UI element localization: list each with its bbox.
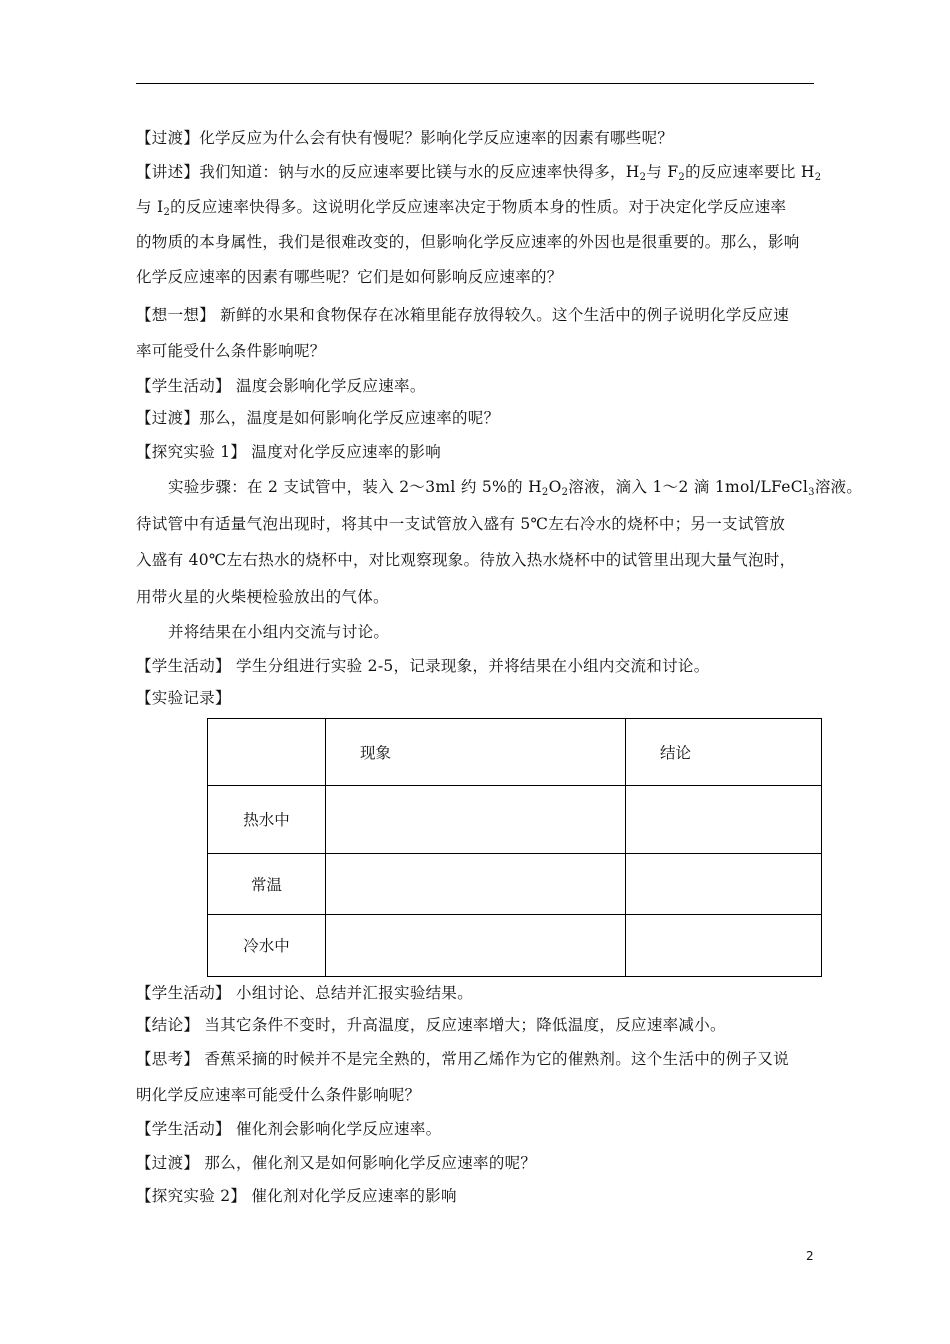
table-corner-cell: [208, 719, 326, 786]
text-line: 【结论】 当其它条件不变时，升高温度，反应速率增大；降低温度，反应速率减小。: [136, 1016, 726, 1034]
table-header-cell: 现象: [326, 719, 626, 786]
table-header-cell: 结论: [626, 719, 822, 786]
text-line-steps: 实验步骤：在 2 支试管中，装入 2～3ml 约 5%的 $H_2O_2$溶液，滴入 1～2 滴 1mol/LFeCl$_3$溶液。: [168, 478, 863, 498]
table-row: [208, 853, 822, 914]
text-line-lecture-cont: 与 $I_2$的反应速率快得多。这说明化学反应速率决定于物质本身的性质。对于决定化学反应速率: [136, 198, 787, 218]
text-line: 并将结果在小组内交流与讨论。: [168, 623, 390, 641]
text-line: 【思考】 香蕉采摘的时候并不是完全熟的，常用乙烯作为它的催熟剂。这个生活中的例子又说: [136, 1050, 790, 1068]
table-cell: [626, 786, 822, 853]
text-line: 【学生活动】 小组讨论、总结并汇报实验结果。: [136, 984, 474, 1002]
table-cell: [326, 914, 626, 976]
text-line: 用带火星的火柴梗检验放出的气体。: [136, 588, 389, 606]
table-cell: [626, 914, 822, 976]
text-line: 【探究实验 1】 温度对化学反应速率的影响: [136, 443, 442, 461]
text-line: 率可能受什么条件影响呢？: [136, 342, 326, 360]
text-line: 化学反应速率的因素有哪些呢？它们是如何影响反应速率的？: [136, 268, 563, 286]
text-line: 入盛有 40℃左右热水的烧杯中，对比观察现象。待放入热水烧杯中的试管里出现大量气泡时，: [136, 551, 796, 569]
table-row: [208, 914, 822, 976]
table-row: [208, 786, 822, 853]
text-line: 【探究实验 2】 催化剂对化学反应速率的影响: [136, 1187, 457, 1205]
text-line: 【学生活动】 催化剂会影响化学反应速率。: [136, 1120, 442, 1138]
table-row-label: 冷水中: [208, 914, 326, 976]
text-line-lecture: 【讲述】我们知道：钠与水的反应速率要比镁与水的反应速率快得多，$H_2$与 $F_2$的反应速率要比 $H_2$: [136, 163, 822, 183]
text-line: 【过渡】 那么，催化剂又是如何影响化学反应速率的呢？: [136, 1154, 537, 1172]
text-line: 待试管中有适量气泡出现时，将其中一支试管放入盛有 5℃左右冷水的烧杯中；另一支试管放: [136, 515, 786, 533]
table-header-row: [208, 719, 822, 786]
table-row-label: 常温: [208, 853, 326, 914]
text-line: 明化学反应速率可能受什么条件影响呢？: [136, 1086, 421, 1104]
table-row-label: 热水中: [208, 786, 326, 853]
text-line: 【想一想】 新鲜的水果和食物保存在冰箱里能存放得较久。这个生活中的例子说明化学反应速: [136, 306, 790, 324]
text-line: 的物质的本身属性，我们是很难改变的，但影响化学反应速率的外因也是很重要的。那么，影响: [136, 233, 800, 251]
experiment-record-table: [207, 718, 822, 977]
table-cell: [626, 853, 822, 914]
table-cell: [326, 853, 626, 914]
text-line: 【过渡】那么，温度是如何影响化学反应速率的呢？: [136, 409, 500, 427]
page-number: 2: [806, 1249, 814, 1263]
text-line: 【学生活动】 学生分组进行实验 2-5，记录现象，并将结果在小组内交流和讨论。: [136, 657, 710, 675]
text-line: 【学生活动】 温度会影响化学反应速率。: [136, 377, 426, 395]
text-line: 【实验记录】: [136, 689, 231, 707]
text-line: 【过渡】化学反应为什么会有快有慢呢？影响化学反应速率的因素有哪些呢？: [136, 129, 674, 147]
header-rule: [136, 83, 814, 84]
table-cell: [326, 786, 626, 853]
